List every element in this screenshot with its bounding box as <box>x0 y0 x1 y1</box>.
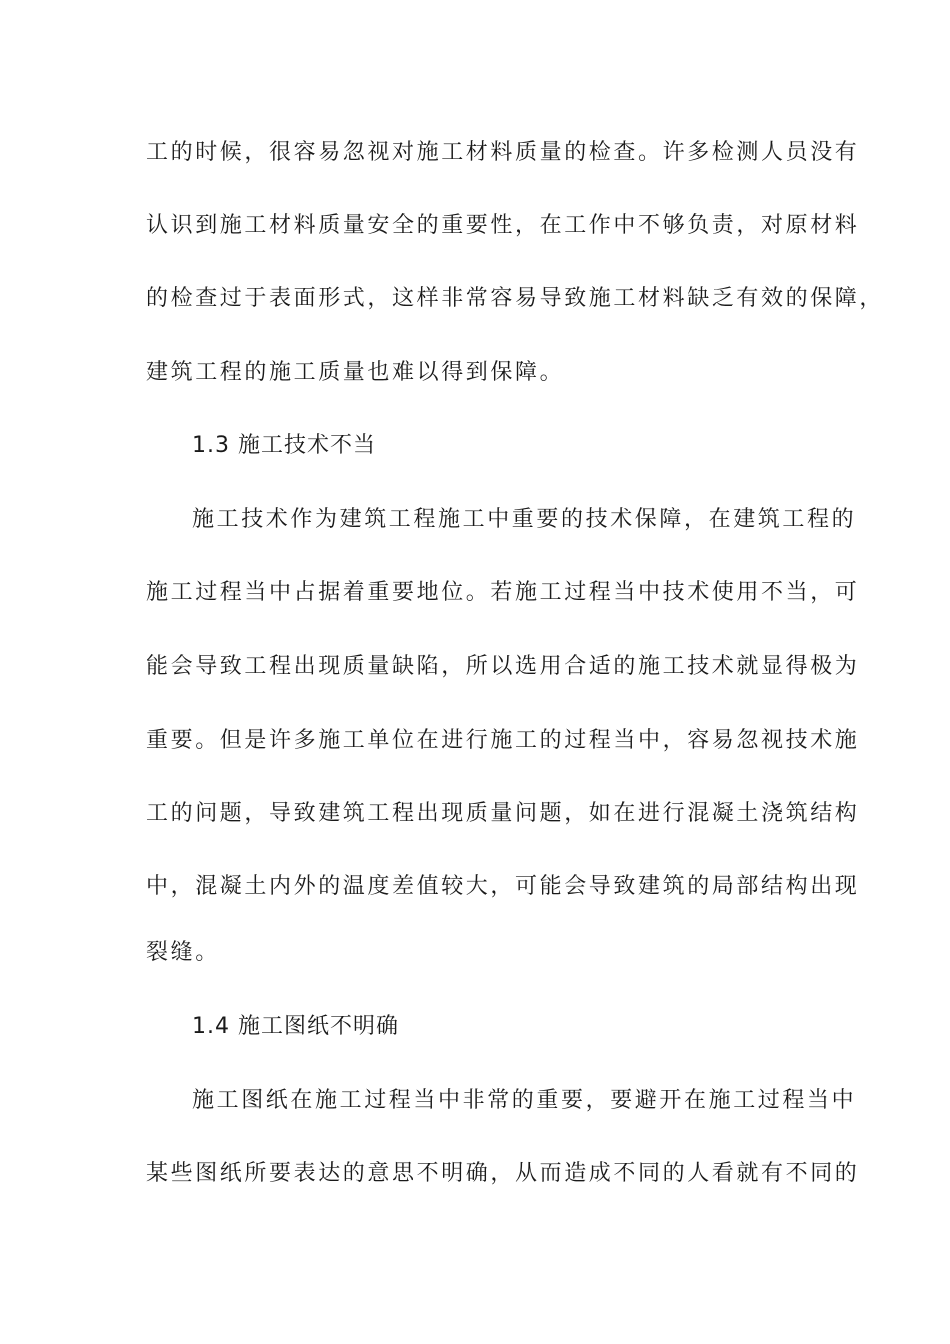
section-heading-1-3: 1.3 施工技术不当 <box>192 433 376 458</box>
paragraph-line: 的检查过于表面形式，这样非常容易导致施工材料缺乏有效的保障， <box>146 286 885 311</box>
paragraph-line: 能会导致工程出现质量缺陷，所以选用合适的施工技术就显得极为 <box>146 654 860 679</box>
paragraph-line: 裂缝。 <box>146 940 220 965</box>
section-heading-1-4: 1.4 施工图纸不明确 <box>192 1014 399 1039</box>
paragraph-line: 施工技术作为建筑工程施工中重要的技术保障，在建筑工程的 <box>192 507 857 532</box>
paragraph-line: 施工过程当中占据着重要地位。若施工过程当中技术使用不当，可 <box>146 580 860 605</box>
paragraph-line: 某些图纸所要表达的意思不明确，从而造成不同的人看就有不同的 <box>146 1161 860 1186</box>
paragraph-line: 中，混凝土内外的温度差值较大，可能会导致建筑的局部结构出现 <box>146 874 860 899</box>
paragraph-line: 工的问题，导致建筑工程出现质量问题，如在进行混凝土浇筑结构 <box>146 801 860 826</box>
paragraph-line: 工的时候，很容易忽视对施工材料质量的检查。许多检测人员没有 <box>146 140 860 165</box>
paragraph-line: 施工图纸在施工过程当中非常的重要，要避开在施工过程当中 <box>192 1088 857 1113</box>
paragraph-line: 认识到施工材料质量安全的重要性，在工作中不够负责，对原材料 <box>146 213 860 238</box>
paragraph-line: 重要。但是许多施工单位在进行施工的过程当中，容易忽视技术施 <box>146 728 860 753</box>
paragraph-line: 建筑工程的施工质量也难以得到保障。 <box>146 360 565 385</box>
